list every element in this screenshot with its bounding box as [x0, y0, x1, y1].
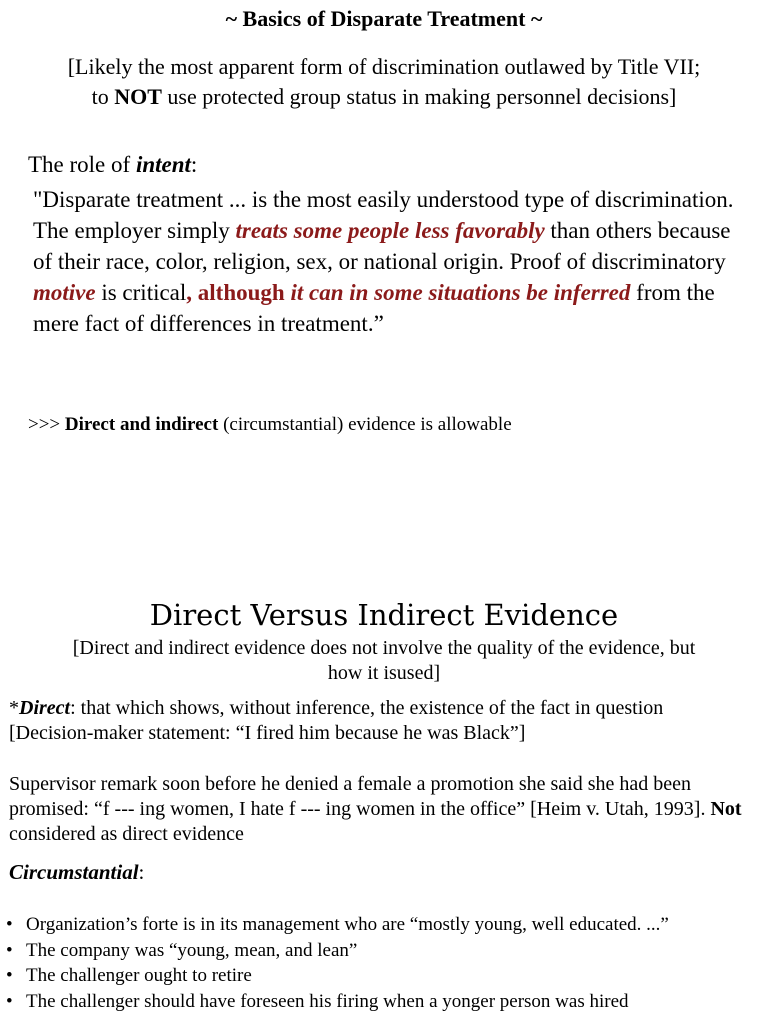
role-colon: : — [190, 152, 198, 177]
list-item — [6, 938, 669, 964]
list-item-text: Organization’s forte is in its management who are “mostly young, well educated. ...” — [26, 914, 669, 935]
list-item — [6, 963, 669, 989]
remark-not: Not — [710, 798, 742, 820]
evidence-prefix: >>> — [28, 414, 65, 435]
list-item — [6, 912, 669, 938]
direct-definition — [9, 696, 749, 746]
evidence-post: (circumstantial) evidence is allowable — [218, 414, 512, 435]
direct-label: Direct — [19, 697, 71, 719]
quote-emphasis-inferred: it can in some situations be inferred — [290, 280, 631, 305]
bullet-icon: • — [6, 990, 13, 1012]
section-2-subtitle: [Direct and indirect evidence does not involve the quality of the evidence, but how it isused] — [72, 637, 696, 684]
direct-text: : that which shows, without inference, the existence of the fact in question [Decision-maker statement: “I fired him because he was Black”] — [9, 697, 664, 744]
quote-part-1: "Disparate treatment ... is the most easily understood type of discrimination. The employer simply — [33, 187, 734, 243]
evidence-allowable-line — [28, 414, 512, 436]
role-of-intent-heading — [28, 152, 197, 178]
bullet-icon: • — [6, 965, 13, 986]
disparate-treatment-quote — [33, 184, 753, 339]
list-item — [6, 989, 669, 1015]
bullet-icon: • — [6, 939, 13, 961]
quote-part-3: is critical — [95, 280, 187, 305]
intro-line-1: [Likely the most apparent form of discrimination outlawed by Title VII; — [67, 54, 701, 79]
remark-text: Supervisor remark soon before he denied a female a promotion she said she had been promised: “f --- ing women, I hate f --- ing women in the office” [Heim v. Utah, 1993]. — [9, 773, 711, 820]
section-2-title: Direct Versus Indirect Evidence — [149, 598, 619, 632]
remark-post: considered as direct evidence — [9, 823, 244, 845]
circ-colon: : — [138, 860, 145, 884]
quote-part-4: from the mere fact of differences in treatment.” — [33, 280, 715, 336]
quote-emphasis-although: , although — [186, 280, 291, 305]
circumstantial-list — [6, 912, 669, 1014]
section-title: ~ Basics of Disparate Treatment ~ — [225, 6, 543, 31]
list-item-text: The challenger ought to retire — [26, 965, 252, 986]
list-item-text: The company was “young, mean, and lean” — [26, 939, 358, 961]
role-pre: The role of — [28, 152, 136, 177]
quote-emphasis-motive: motive — [33, 280, 96, 305]
intro-line-2-pre: to — [91, 84, 115, 109]
circ-label: Circumstantial — [9, 860, 139, 884]
role-intent: intent — [135, 152, 191, 177]
intro-line-2-post: use protected group status in making personnel decisions] — [161, 84, 677, 109]
quote-emphasis-favorably: treats some people less favorably — [235, 218, 545, 243]
evidence-bold: Direct and indirect — [64, 414, 219, 435]
circumstantial-heading — [9, 860, 144, 885]
direct-star: * — [9, 697, 19, 719]
intro-text — [0, 52, 768, 112]
bullet-icon: • — [6, 914, 13, 935]
supervisor-remark — [9, 772, 749, 847]
quote-part-2: than others because of their race, color, religion, sex, or national origin. Proof of discriminatory — [33, 218, 731, 274]
list-item-text: The challenger should have foreseen his firing when a yonger person was hired — [26, 990, 629, 1012]
intro-not-emphasis: NOT — [114, 84, 162, 109]
